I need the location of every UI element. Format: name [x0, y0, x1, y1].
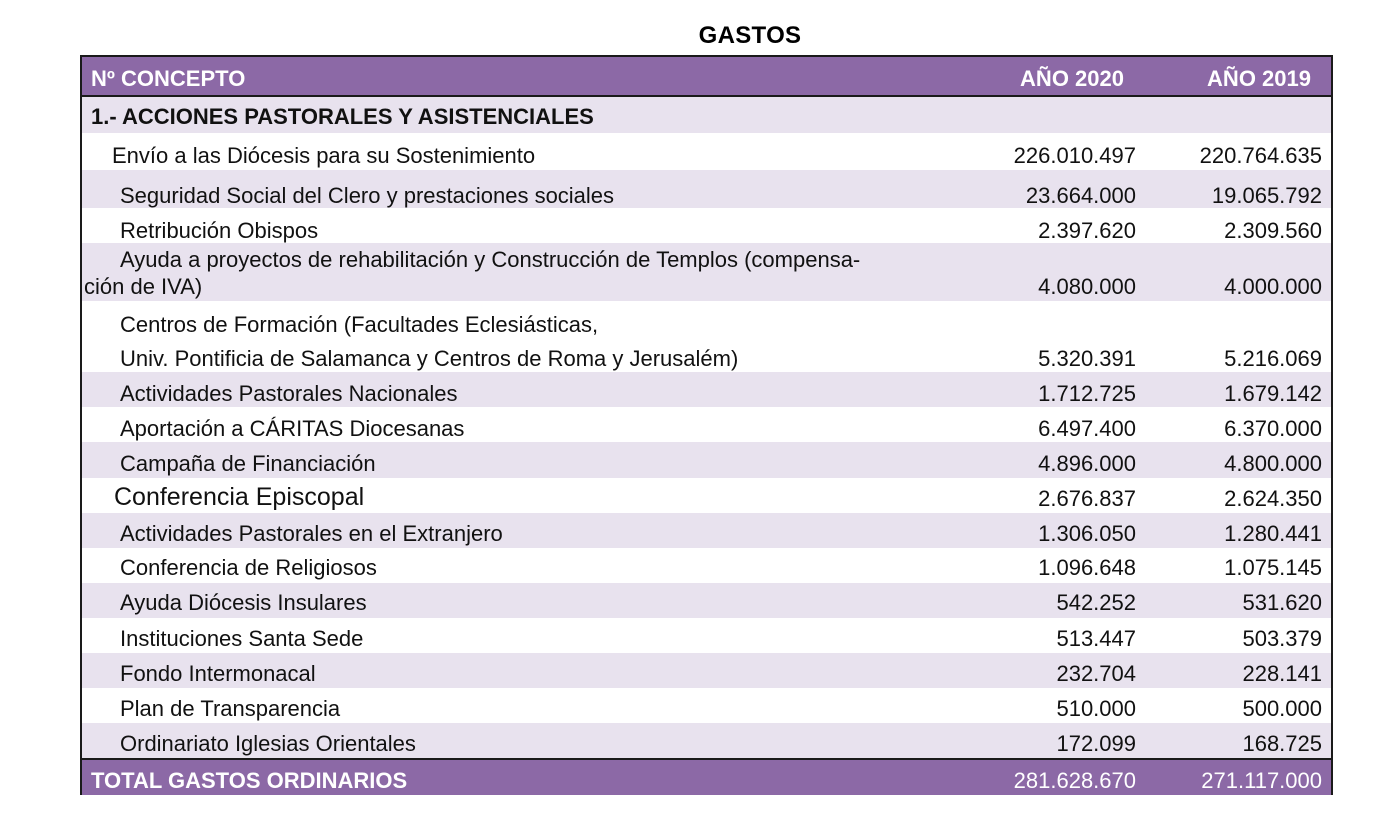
- row-concept: Campaña de Financiación: [120, 451, 376, 476]
- table-row: [82, 478, 1331, 513]
- total-label: TOTAL GASTOS ORDINARIOS: [91, 768, 408, 793]
- table-row: [82, 372, 1331, 407]
- table-row: [82, 618, 1331, 653]
- row-concept: Envío a las Diócesis para su Sostenimiento: [112, 143, 536, 168]
- table-row: [82, 170, 1331, 208]
- row-value-2019: 4.800.000: [1224, 451, 1322, 476]
- row-value-2019: 2.624.350: [1224, 486, 1322, 511]
- row-value-2020: 5.320.391: [1038, 346, 1136, 371]
- row-value-2019: 1.075.145: [1224, 555, 1322, 580]
- row-concept: Retribución Obispos: [120, 218, 319, 243]
- row-value-2020: 510.000: [1056, 696, 1136, 721]
- table-row: [82, 442, 1331, 478]
- total-value-2020: 281.628.670: [1013, 768, 1136, 793]
- expenses-table: [80, 55, 1333, 795]
- section-label: 1.- ACCIONES PASTORALES Y ASISTENCIALES: [91, 104, 594, 129]
- row-value-2019: 531.620: [1242, 590, 1322, 615]
- row-value-2020: 1.712.725: [1038, 381, 1136, 406]
- row-value-2019: 4.000.000: [1224, 274, 1322, 299]
- row-value-2019: 6.370.000: [1224, 416, 1322, 441]
- row-value-2019: 5.216.069: [1224, 346, 1322, 371]
- row-concept: Conferencia de Religiosos: [120, 555, 377, 580]
- row-value-2020: 1.306.050: [1038, 521, 1136, 546]
- table-row: [82, 208, 1331, 243]
- table-row: [82, 653, 1331, 688]
- table-row: [82, 133, 1331, 170]
- row-value-2019: 228.141: [1242, 661, 1322, 686]
- row-concept: Plan de Transparencia: [120, 696, 341, 721]
- row-concept: Aportación a CÁRITAS Diocesanas: [120, 416, 465, 441]
- row-concept: Fondo Intermonacal: [120, 661, 316, 686]
- row-value-2020: 4.896.000: [1038, 451, 1136, 476]
- row-concept-line2: ción de IVA): [84, 274, 203, 299]
- row-value-2019: 2.309.560: [1224, 218, 1322, 243]
- table-row: [82, 513, 1331, 548]
- header-year-2020: AÑO 2020: [1020, 66, 1124, 91]
- header-year-2019: AÑO 2019: [1207, 66, 1311, 91]
- table-row: [82, 548, 1331, 583]
- row-value-2019: 1.280.441: [1224, 521, 1322, 546]
- row-value-2019: 220.764.635: [1199, 143, 1322, 168]
- row-value-2020: 23.664.000: [1025, 183, 1136, 208]
- page-title: GASTOS: [698, 22, 802, 49]
- row-concept: Actividades Pastorales Nacionales: [120, 381, 458, 406]
- row-value-2020: 226.010.497: [1013, 143, 1136, 168]
- total-row: [82, 758, 1331, 795]
- row-value-2020: 513.447: [1056, 626, 1136, 651]
- table-row: [82, 407, 1331, 442]
- row-value-2019: 500.000: [1242, 696, 1322, 721]
- row-value-2019: 168.725: [1242, 731, 1322, 756]
- row-value-2020: 232.704: [1056, 661, 1136, 686]
- row-concept-line1: Centros de Formación (Facultades Eclesiásticas,: [120, 312, 599, 337]
- row-value-2020: 172.099: [1056, 731, 1136, 756]
- total-value-2019: 271.117.000: [1201, 768, 1322, 793]
- table-row: [82, 301, 1331, 372]
- row-concept-line2: Univ. Pontificia de Salamanca y Centros de Roma y Jerusalém): [120, 346, 739, 371]
- header-concept: Nº CONCEPTO: [91, 66, 246, 91]
- row-concept: Ayuda Diócesis Insulares: [120, 590, 367, 615]
- table-row: [82, 688, 1331, 723]
- table-row: [82, 723, 1331, 758]
- row-concept: Conferencia Episcopal: [114, 483, 365, 511]
- table-header: [82, 57, 1331, 97]
- row-value-2019: 19.065.792: [1211, 183, 1322, 208]
- row-concept: Ordinariato Iglesias Orientales: [120, 731, 416, 756]
- row-concept-line1: Ayuda a proyectos de rehabilitación y Construcción de Templos (compensa-: [120, 247, 861, 272]
- row-concept: Seguridad Social del Clero y prestaciones sociales: [120, 183, 615, 208]
- row-value-2019: 1.679.142: [1224, 381, 1322, 406]
- table-row: [82, 243, 1331, 301]
- row-value-2019: 503.379: [1242, 626, 1322, 651]
- row-value-2020: 4.080.000: [1038, 274, 1136, 299]
- row-concept: Instituciones Santa Sede: [120, 626, 364, 651]
- row-value-2020: 2.676.837: [1038, 486, 1136, 511]
- row-value-2020: 542.252: [1056, 590, 1136, 615]
- table-row: [82, 583, 1331, 618]
- row-value-2020: 6.497.400: [1038, 416, 1136, 441]
- row-value-2020: 2.397.620: [1038, 218, 1136, 243]
- row-value-2020: 1.096.648: [1038, 555, 1136, 580]
- row-concept: Actividades Pastorales en el Extranjero: [120, 521, 503, 546]
- section-row: [82, 97, 1331, 133]
